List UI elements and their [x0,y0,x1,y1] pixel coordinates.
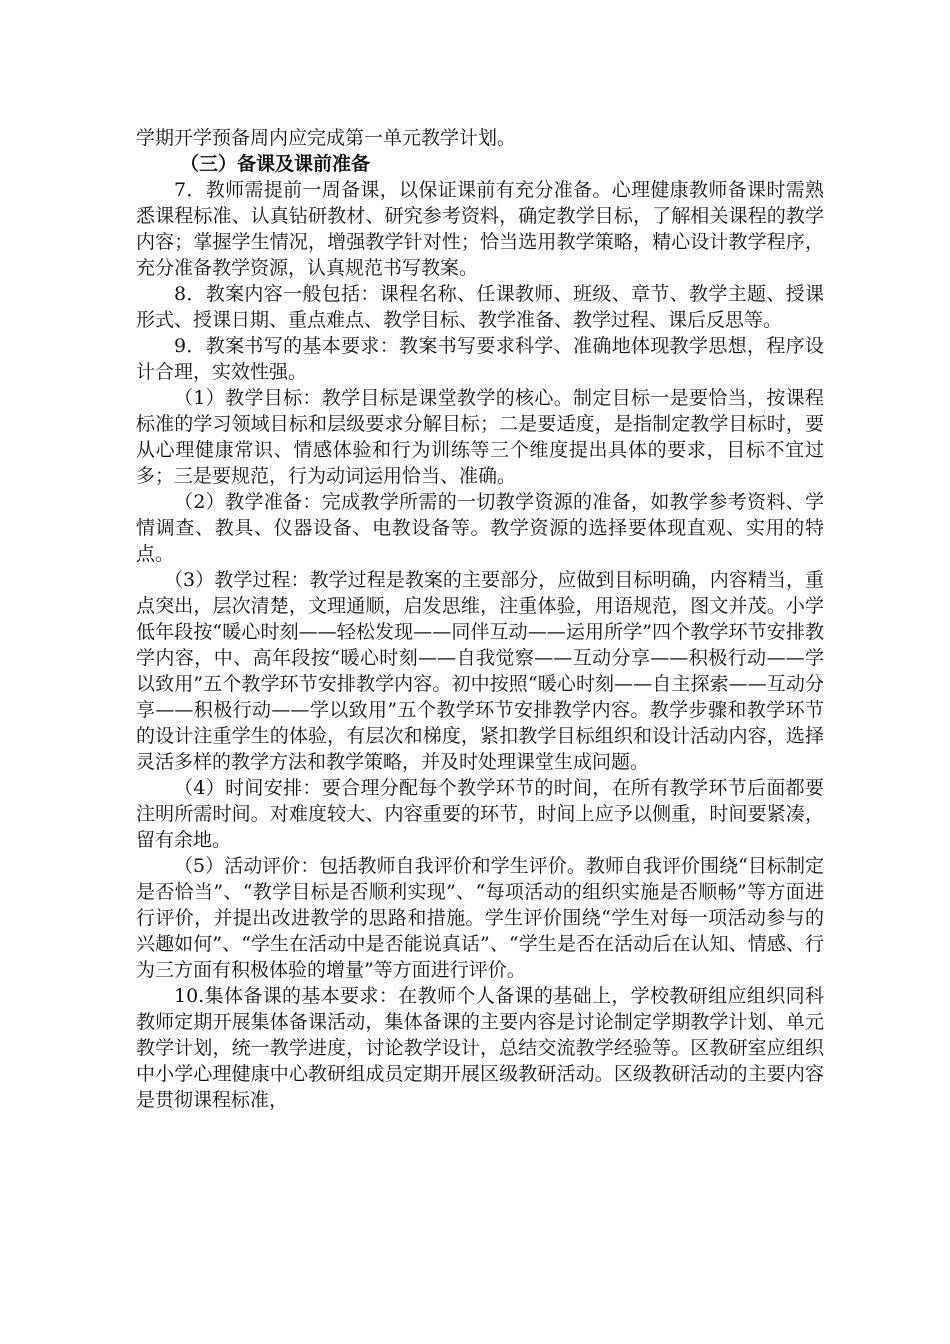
paragraph-continuation: 学期开学预备周内应完成第一单元教学计划。 [136,127,517,149]
paragraph-7: 7．教师需提前一周备课，以保证课前有充分准备。心理健康教师备课时需熟悉课程标准、认真钻研教材、研究参考资料，确定教学目标，了解相关课程的教学内容；掌握学生情况，增强教学针对性；恰当选用教学策略，精心设计教学程序，充分准备教学资源，认真规范书写教案。 [136,179,824,279]
item-activity-evaluation: （5）活动评价：包括教师自我评价和学生评价。教师自我评价围绕“目标制定是否恰当”、“教学目标是否顺利实现”、“每项活动的组织实施是否顺畅”等方面进行评价，并提出改进教学的思路和措施。学生评价围绕“学生对每一项活动参与的兴趣如何”、“学生在活动中是否能说真话”、“学生是否在活动后在认知、情感、行为三方面有积极体验的增量”等方面进行评价。 [136,855,824,981]
paragraph-9: 9．教案书写的基本要求：教案书写要求科学、准确地体现教学思想，程序设计合理，实效性强。 [136,335,824,383]
paragraph-10: 10.集体备课的基本要求：在教师个人备课的基础上，学校教研组应组织同科教师定期开展集体备课活动，集体备课的主要内容是讨论制定学期教学计划、单元教学计划，统一教学进度，讨论教学设计，总结交流教学经验等。区教研室应组织中小学心理健康中心教研组成员定期开展区级教研活动。区级教研活动的主要内容是贯彻课程标准， [136,985,824,1111]
section-heading: （三）备课及课前准备 [180,153,371,175]
paragraph-8: 8．教案内容一般包括：课程名称、任课教师、班级、章节、教学主题、授课形式、授课日期、重点难点、教学目标、教学准备、教学过程、课后反思等。 [136,283,824,331]
item-teaching-process: （3）教学过程：教学过程是教案的主要部分，应做到目标明确，内容精当，重点突出，层次清楚，文理通顺，启发思维，注重体验，用语规范，图文并茂。小学低年段按“暖心时刻——轻松发现——同伴互动——运用所学”四个教学环节安排教学内容，中、高年段按“暖心时刻——自我觉察——互动分享——积极行动——学以致用”五个教学环节安排教学内容。初中按照“暖心时刻——自主探索——互动分享——积极行动——学以致用”五个教学环节安排教学内容。教学步骤和教学环节的设计注重学生的体验，有层次和梯度，紧扣教学目标组织和设计活动内容，选择灵活多样的教学方法和教学策略，并及时处理课堂生成问题。 [136,569,824,773]
item-teaching-prep: （2）教学准备：完成教学所需的一切教学资源的准备，如教学参考资料、学情调查、教具、仪器设备、电教设备等。教学资源的选择要体现直观、实用的特点。 [136,491,824,565]
document-page [136,125,824,1113]
item-time-arrangement: （4）时间安排：要合理分配每个教学环节的时间，在所有教学环节后面都要注明所需时间。对难度较大、内容重要的环节，时间上应予以侧重，时间要紧凑，留有余地。 [136,777,824,851]
item-teaching-goals: （1）教学目标：教学目标是课堂教学的核心。制定目标一是要恰当，按课程标准的学习领域目标和层级要求分解目标；二是要适度，是指制定教学目标时，要从心理健康常识、情感体验和行为训练等三个维度提出具体的要求，目标不宜过多；三是要规范，行为动词运用恰当、准确。 [136,387,824,487]
